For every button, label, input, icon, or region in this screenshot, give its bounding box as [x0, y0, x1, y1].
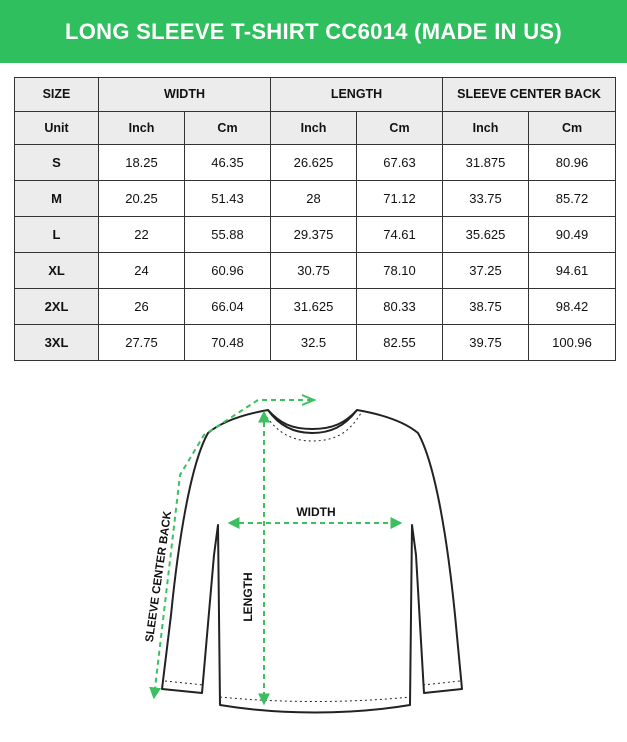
- table-cell: 78.10: [357, 253, 443, 289]
- unit-cell: Cm: [357, 111, 443, 145]
- table-cell: 37.25: [443, 253, 529, 289]
- table-cell: 46.35: [185, 145, 271, 181]
- shirt-measurement-diagram: [0, 385, 627, 742]
- width-label: WIDTH: [296, 505, 336, 519]
- size-label: M: [15, 181, 99, 217]
- length-header: LENGTH: [271, 78, 443, 112]
- table-row: [15, 253, 616, 289]
- table-row: [15, 217, 616, 253]
- table-cell: 100.96: [529, 324, 616, 360]
- sleeve-header: SLEEVE CENTER BACK: [443, 78, 616, 112]
- table-row: [15, 181, 616, 217]
- table-cell: 31.875: [443, 145, 529, 181]
- unit-cell: Cm: [529, 111, 616, 145]
- size-header: SIZE: [15, 78, 99, 112]
- sleeve-center-back-label: SLEEVE CENTER BACK: [143, 510, 175, 643]
- table-cell: 20.25: [99, 181, 185, 217]
- size-label: L: [15, 217, 99, 253]
- unit-header: Unit: [15, 111, 99, 145]
- table-cell: 94.61: [529, 253, 616, 289]
- size-label: S: [15, 145, 99, 181]
- table-cell: 90.49: [529, 217, 616, 253]
- table-row: [15, 289, 616, 325]
- table-cell: 85.72: [529, 181, 616, 217]
- title-banner: [0, 0, 627, 63]
- table-cell: 32.5: [271, 324, 357, 360]
- table-cell: 31.625: [271, 289, 357, 325]
- unit-cell: Cm: [185, 111, 271, 145]
- table-cell: 80.33: [357, 289, 443, 325]
- width-header: WIDTH: [99, 78, 271, 112]
- size-label: 3XL: [15, 324, 99, 360]
- unit-cell: Inch: [443, 111, 529, 145]
- size-label: XL: [15, 253, 99, 289]
- table-cell: 39.75: [443, 324, 529, 360]
- table-cell: 98.42: [529, 289, 616, 325]
- table-cell: 26: [99, 289, 185, 325]
- table-cell: 67.63: [357, 145, 443, 181]
- long-sleeve-shirt-outline: [162, 410, 462, 713]
- table-cell: 22: [99, 217, 185, 253]
- table-row: [15, 145, 616, 181]
- table-cell: 60.96: [185, 253, 271, 289]
- table-cell: 82.55: [357, 324, 443, 360]
- table-cell: 71.12: [357, 181, 443, 217]
- table-cell: 26.625: [271, 145, 357, 181]
- table-cell: 18.25: [99, 145, 185, 181]
- table-cell: 55.88: [185, 217, 271, 253]
- table-cell: 27.75: [99, 324, 185, 360]
- table-cell: 29.375: [271, 217, 357, 253]
- table-header-row: [15, 78, 616, 112]
- units-row: [15, 111, 616, 145]
- unit-cell: Inch: [99, 111, 185, 145]
- table-cell: 80.96: [529, 145, 616, 181]
- table-cell: 74.61: [357, 217, 443, 253]
- table-cell: 66.04: [185, 289, 271, 325]
- table-cell: 28: [271, 181, 357, 217]
- table-cell: 33.75: [443, 181, 529, 217]
- length-label: LENGTH: [241, 572, 255, 622]
- table-cell: 70.48: [185, 324, 271, 360]
- table-cell: 35.625: [443, 217, 529, 253]
- unit-cell: Inch: [271, 111, 357, 145]
- size-chart-table: [14, 77, 616, 361]
- size-label: 2XL: [15, 289, 99, 325]
- table-cell: 51.43: [185, 181, 271, 217]
- table-cell: 30.75: [271, 253, 357, 289]
- table-cell: 38.75: [443, 289, 529, 325]
- table-row: [15, 324, 616, 360]
- page-title: LONG SLEEVE T-SHIRT CC6014 (MADE IN US): [65, 18, 562, 44]
- table-cell: 24: [99, 253, 185, 289]
